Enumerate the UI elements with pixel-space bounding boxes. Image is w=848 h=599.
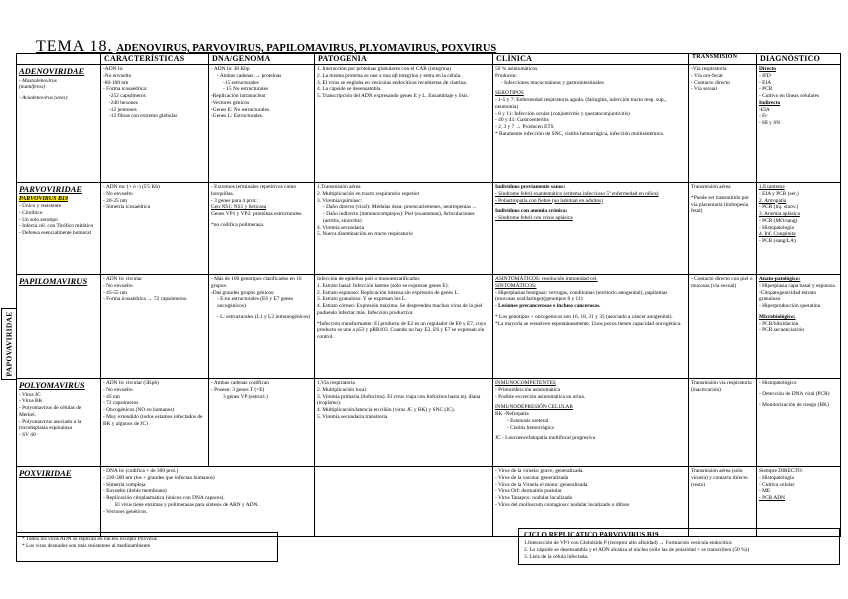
family-name: POXVIRIDAE: [19, 468, 72, 478]
patogenia-cell: Infección de epitelios poli o monoestratificados 1. Estrato basal: Infección latente (sólo se expresan genes E). 2. Estrato espinoso: Replicación intensa sin expresión de genes L. 3. Estrato granuloso: Y se expresan los L. 4. Estrato córneo: Expresión máxima. Se desprenden muchos virus de la piel pudiendo infectar más. Infección productiva *Infección transformante: El producto de E2 es un regulador de E6 y E7, cuyo producto se une a p53 y pRB103. Cuando no hay E2, E6 y E7 se expresan sin control.: [315, 275, 493, 379]
cycle-step: 3. Lisis de la célula infectada.: [524, 554, 589, 561]
row-polyomavirus: [17, 379, 841, 467]
dna-genoma-cell: - ADN lic 38 Kbp - Ambas cadenas → proteínas -15 estructurales - 15 No estructurales -Replicación intranuclear -Vectores génicos -Genes E: No estructurales. -Genes L: Estructurales.: [209, 65, 315, 183]
title-main: TEMA 18.: [36, 38, 113, 55]
transmision-cell: - Contacto directo con piel o mucosas (vía sexual): [689, 275, 757, 379]
replication-cycle-box: [518, 528, 840, 565]
row-papilomavirus: [17, 275, 841, 379]
family-cell: [17, 467, 101, 537]
transmision-cell: Transmisión aérea (sólo viruela) y contacto directo (resto): [689, 467, 757, 537]
clinica-cell: Individuos previamente sanos: - Síndrome febril exantemático (eritema infeccioso 5ª enfermedad en niños) - Poliartropatía con fiebre (no habitual en adultos) Individuos con anemia crónica: - Síndrome febril con crisis aplásica: [493, 183, 689, 275]
family-name: PAPILOMAVIRUS: [19, 276, 88, 286]
caracteristicas-cell: -ADN lic -No envuelto -80-100 nm - Forma icosaédrica: -252 capsómeros -240 hexones -12 pentones -12 fibras con extremo globular: [101, 65, 209, 183]
diagnostico-cell: - Histopatológico - Detección de DNA viral (PCR) - Monitorización de riesgo (BK): [757, 379, 841, 467]
cycle-step: 1.Interacción de VP1 con Globósido P (receptor alto afinidad) → Formación vesícula endocítica: [524, 540, 732, 547]
family-cell: ADENOVIRIDAE - Mastadenovirus (mamíferos) - Aviadenovirus (aves): [17, 65, 101, 183]
papovaviridae-side-label: PAPOVAVIRIDAE: [1, 308, 17, 380]
family-name: POLYOMAVIRUS: [19, 380, 85, 390]
clinica-cell: ASINTOMÁTICOS: resolución inmunidad cel. SINTOMÁTICOS: - Hiperplasias benignas: verrugas, condilomas (territorio anogenital), papilomas (mucosas oral/laringe)(genotipos 6 y 11) - Lesiones precancerosas e incluso cancerosas. * Los genotipos + oncogénicos son 16, 18, 31 y 35 (asociado a cáncer anogenital). *La mayoría se resuelven espontáneamente. Unos pocos tienen capacidad oncogénica.: [493, 275, 689, 379]
header-row: [17, 54, 841, 65]
row-adenoviridae: [17, 65, 841, 183]
header-clinica: CLÍNICA: [493, 54, 689, 65]
header-transmision: TRANSMISIÓN: [689, 54, 757, 65]
cycle-title: CICLO REPLICATICO PARVOVIRUS B19: [524, 531, 659, 539]
transmision-cell: -Vía respiratoria - Vía oro-fecal - Contacto directo - Vía sexual: [689, 65, 757, 183]
dna-genoma-cell: - Ambas cadenas codifican - Poseen: 3 genes T (=E) 3 genes VP (estruct.): [209, 379, 315, 467]
patogenia-cell: 1. Interacción por proteínas globulares con el CAR (integrina) 2. La misma proteína se une a una αβ integrina y entra en la célula. 3. El virus se engloba en vesículas endocíticas recubiertas de clatrina. 4. La cápside se desensambla. 5. Transcripción del ADN expresando genes E y L. Ensamblaje y lisis.: [315, 65, 493, 183]
family-cell: PARVOVIRIDAE PARVOVIRUS B19 - Único y resistente - Citolítico - Un solo serotipo - Infecta cél. con Tirófico mitótico - Defensa esencialmente humoral: [17, 183, 101, 275]
clinica-cell: - Virus de la viruela: grave, generalizada. - Virus de la vacuna: generalizada - Virus de la Viruela el mono: generalizada - Virus Orf: dermatitis pustular - Virus Tanapox: nodular localizada - Virus del molluscum contagioso: nodular localizado o difuso: [493, 467, 689, 537]
transmision-cell: Transmisión aérea *Puede ser transmitido por vía placentaria (hidropesía fetal): [689, 183, 757, 275]
virus-table: [16, 53, 841, 537]
patogenia-cell: [315, 467, 493, 537]
genus-name: PARVOVIRUS B19: [19, 195, 68, 202]
header-dna-genoma: DNA/GENOMA: [209, 54, 315, 65]
family-name: PARVOVIRIDAE: [19, 184, 82, 194]
diagnostico-cell: Siempre DIRECTO: - Histopatología - Cultivo celular - ME - PCR ADN: [757, 467, 841, 537]
clinica-cell: 50 % asintomáticos. Producen: - Infecciones mucocutáneas y gastrointestinales SEROTIPOS - 1-5 y 7: Enfermedad respiratoria aguda. (faringitis, infección tracto resp. sup., neumonía) - 8 y 11: Infección ocular (conjuntivitis y queratoconjuntivitis) - 40 y 41: Gastroenteritis - 2, 3 y 7 → Producen ETS * Raramente infección de SNC, cistitis hemorrágica, infección multisistémica.: [493, 65, 689, 183]
patogenia-cell: 1.Transmisión aérea 2. Multiplicación en tracto respiratorio superior 3. Viremia/quimiasc: - Daño directo (viral): Médulas ósea: proeucariemenes, neutropenias ... - Daño indirecto (inmunocomplejos): Piel (exantemas), Articulaciones (artritis, sinovitis) 4. Viremia secundaria 5. Nueva diseminación en tracto respiratorio: [315, 183, 493, 275]
caracteristicas-dna-cell: - DNA lic (codifica + de 300 prot.) - 230-300 nm (los + grandes que infectan humanos) - Simetría compleja - Envuelto (doble membrana) - Replicación citoplasmática (únicos con DNA capaces). El virus tiene enzimas y polimerasas para síntesis de ARN y ADN. - Vectores genéticos.: [101, 467, 315, 537]
family-name: ADENOVIRIDAE: [19, 66, 85, 76]
caracteristicas-cell: - ADN lic circular (5Kpb) - No envuelto - 45 nm - 72 capsómeros - Oncogénicos (NO en humanos) - Muy extendido (todos estamos infectados de BK y algunos de JC): [101, 379, 209, 467]
header-patogenia: PATOGENIA: [315, 54, 493, 65]
caracteristicas-cell: - ADN lic circular - No envuelto - 45-55 nm - Forma icosaédrica → 72 capsómeros.: [101, 275, 209, 379]
caracteristicas-cell: - ADN mc (+ ó -) (5'5 Kb) - No envuelto - 20-25 nm - Simetría icosaédrica: [101, 183, 209, 275]
diagnostico-cell: Directo - IFD - EIA - PCR - Cultivo en líneas celulares Indirecto -EIA - Fc - HI y SN: [757, 65, 841, 183]
row-poxviridae: [17, 467, 841, 537]
diagnostico-cell: Anato-patológico: - Hiperplasia capa basal y espinosa. -Citopatogenicidad estrato granuloso - Hiperproducción queratina Microbiológico: - PCR/hibridación - PCR secuenciación: [757, 275, 841, 379]
header-caracteristicas: CARACTERÍSTICAS: [101, 54, 209, 65]
dna-genoma-cell: - Más de 100 genotipos clasificados en 16 grupos: -Das grandes grupos génicos: - E:no estructurales (E6 y E7 genes oncogénicos) - L: estructurales (L1 y L2 inmunogénicos): [209, 275, 315, 379]
notes-box: [16, 532, 278, 562]
header-empty: [17, 54, 101, 65]
dna-genoma-cell: - Extremos terminales repetitivos como horquillas. - 3 genes para 4 prot.: Gen NS1: NS1 y helicasa Genes VP1 y VP2: proteínas estructurales. *no codifica polimerasa.: [209, 183, 315, 275]
transmision-cell: Transmisión vía respiratoria (inactivación): [689, 379, 757, 467]
patogenia-cell: 1.Vía respiratoria 2. Multiplicación local 3. Viremia primaria (linfocitos). El virus viaja con linfocitos hasta tej. diana (tropismo). 4. Multiplicación/latencia en riñón (virus JC y BK) y SNC (JC). 5. Viremia secundaria transitoria: [315, 379, 493, 467]
cycle-step: 2. Lo cápside se desensambla y el ADN alcanza el núcleo (sólo las de polaridad + se transcriben (50 %)): [524, 547, 750, 554]
diagnostico-cell: 1.Exantema - EIA y PCR (sér.) 2. Artropatía - PCR (liq. sinov.) 3. Anemia aplásica - PCR (MO/sang) - Histopatología 4. Inf. Congénita - PCR (sang/LA): [757, 183, 841, 275]
clinica-cell: INMUNOCOMPETENTES - Primoinfección asintomática - Posible excreción asintomática en orina. INMUNODEPRESIÓN CELULAR BK -Nefropatía - Estenosis ureteral - Cistitis hemorrágica JC - Leucoencefalopatía multifocal progresiva: [493, 379, 689, 467]
family-cell: [17, 275, 101, 379]
note-line: * Los virus desnudos son más resistentes al medioambiente: [22, 543, 151, 550]
title-sub: ADENOVIRUS, PARVOVIRUS, PAPILOMAVIRUS, PLYOMAVIRUS, POXVIRUS: [116, 43, 497, 54]
header-diagnostico: DIAGNÓSTICO: [757, 54, 841, 65]
note-line: * Todos los virus ADN se replican en núcleo excepto Poxvirus: [22, 536, 157, 542]
family-cell: POLYOMAVIRUS - Virus JC - Virus BK - Polyomavirus de células de Merkel. - Polyomavirus asociado a la tricodisplasia espinulosa - SV 40: [17, 379, 101, 467]
row-parvoviridae: [17, 183, 841, 275]
